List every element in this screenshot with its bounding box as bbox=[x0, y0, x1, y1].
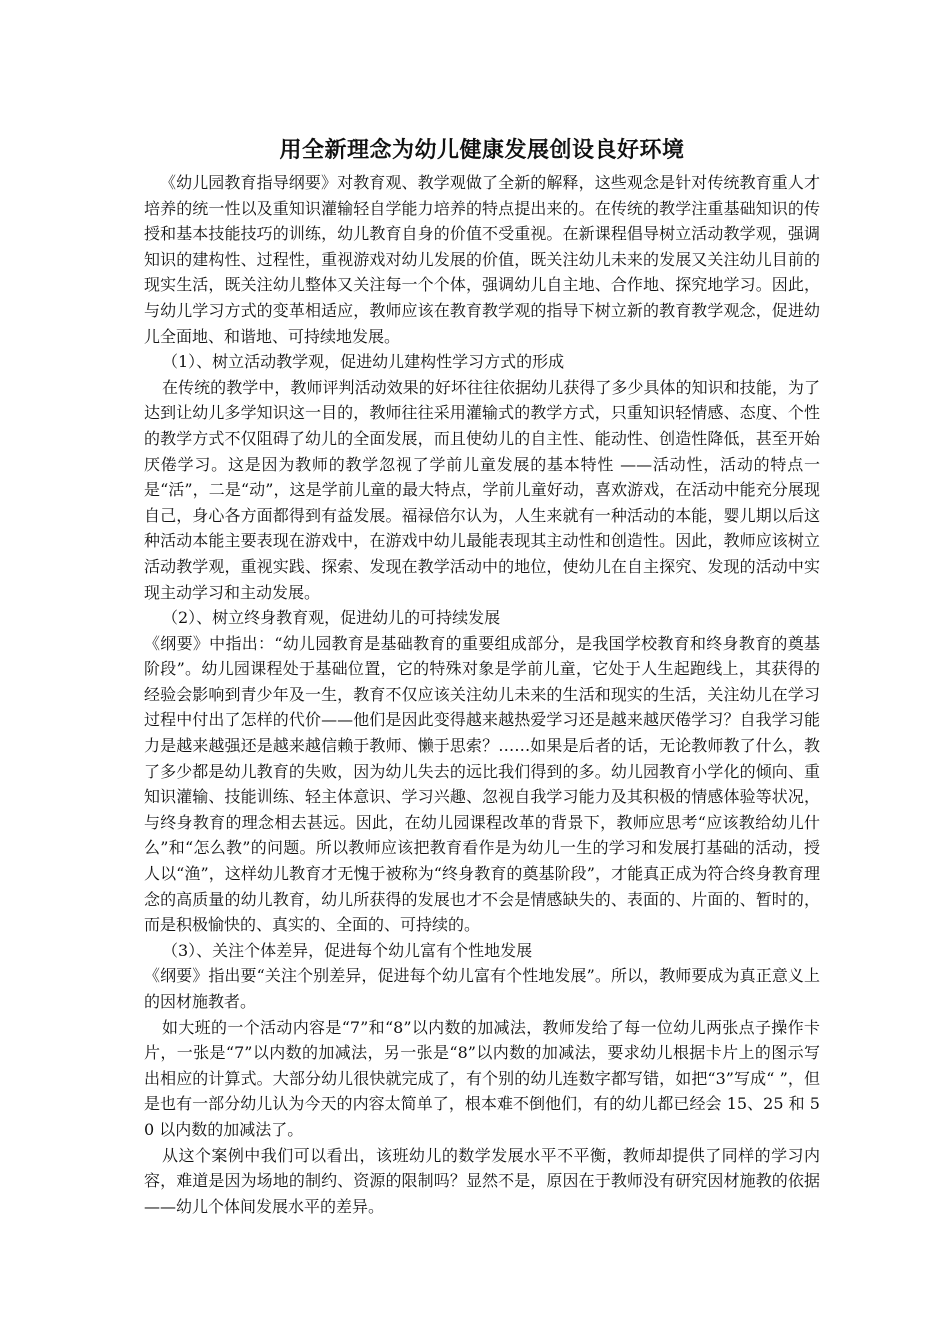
intro-paragraph: 《幼儿园教育指导纲要》对教育观、教学观做了全新的解释，这些观念是针对传统教育重人才培养的统一性以及重知识灌输轻自学能力培养的特点提出来的。在传统的教学注重基础知识的传授和基本技能技巧的训练，幼儿教育自身的价值不受重视。在新课程倡导树立活动教学观，强调知识的建构性、过程性，重视游戏对幼儿发展的价值，既关注幼儿未来的发展又关注幼儿目前的现实生活，既关注幼儿整体又关注每一个个体，强调幼儿自主地、合作地、探究地学习。因此，与幼儿学习方式的变革相适应，教师应该在教育教学观的指导下树立新的教育教学观念，促进幼儿全面地、和谐地、可持续地发展。 bbox=[144, 173, 820, 346]
section-heading-1: （1）、树立活动教学观，促进幼儿建构性学习方式的形成 bbox=[162, 352, 565, 372]
example-paragraph: 如大班的一个活动内容是“7”和“8”以内数的加减法，教师发给了每一位幼儿两张点子操作卡片，一张是“7”以内数的加减法，另一张是“8”以内数的加减法，要求幼儿根据卡片上的图示写出相应的计算式。大部分幼儿很快就完成了，有个别的幼儿连数字都写错，如把“3”写成“ ”，但是也有一部分幼儿认为今天的内容太简单了，根本难不倒他们，有的幼儿都已经会 15、25 和 50 以内数的加减法了。 bbox=[144, 1017, 820, 1139]
section-3-paragraph: 《纲要》指出要“关注个别差异，促进每个幼儿富有个性地发展”。所以，教师要成为真正意义上的因材施教者。 bbox=[144, 966, 820, 1011]
document-body bbox=[144, 134, 820, 1219]
document-title: 用全新理念为幼儿健康发展创设良好环境 bbox=[279, 138, 685, 163]
section-1-paragraph: 在传统的教学中，教师评判活动效果的好坏往往依据幼儿获得了多少具体的知识和技能，为了达到让幼儿多学知识这一目的，教师往往采用灌输式的教学方式，只重知识轻情感、态度、个性的教学方式不仅阻碍了幼儿的全面发展，而且使幼儿的自主性、能动性、创造性降低，甚至开始厌倦学习。这是因为教师的教学忽视了学前儿童发展的基本特性 ——活动性，活动的特点一是“活”，二是“动”，这是学前儿童的最大特点，学前儿童好动，喜欢游戏，在活动中能充分展现自己，身心各方面都得到有益发展。福禄倍尔认为，人生来就有一种活动的本能，婴儿期以后这种活动本能主要表现在游戏中，在游戏中幼儿最能表现其主动性和创造性。因此，教师应该树立活动教学观，重视实践、探索、发现在教学活动中的地位，使幼儿在自主探究、发现的活动中实现主动学习和主动发展。 bbox=[144, 377, 820, 602]
section-heading-2: （2）、树立终身教育观，促进幼儿的可持续发展 bbox=[162, 608, 501, 628]
section-heading-3: （3）、关注个体差异，促进每个幼儿富有个性地发展 bbox=[162, 940, 533, 960]
section-2-paragraph: 《纲要》中指出：“幼儿园教育是基础教育的重要组成部分，是我国学校教育和终身教育的奠基阶段”。幼儿园课程处于基础位置，它的特殊对象是学前儿童，它处于人生起跑线上，其获得的经验会影响到青少年及一生，教育不仅应该关注幼儿未来的生活和现实的生活，关注幼儿在学习过程中付出了怎样的代价——他们是因此变得越来越热爱学习还是越来越厌倦学习？自我学习能力是越来越强还是越来越信赖于教师、懒于思索？……如果是后者的话，无论教师教了什么，教了多少都是幼儿教育的失败，因为幼儿失去的远比我们得到的多。幼儿园教育小学化的倾向、重知识灌输、技能训练、轻主体意识、学习兴趣、忽视自我学习能力及其积极的情感体验等状况，与终身教育的理念相去甚远。因此，在幼儿园课程改革的背景下，教师应思考“应该教给幼儿什么”和“怎么教”的问题。所以教师应该把教育看作是为幼儿一生的学习和发展打基础的活动，授人以“渔”，这样幼儿教育才无愧于被称为“终身教育的奠基阶段”，才能真正成为符合终身教育理念的高质量的幼儿教育，幼儿所获得的发展也才不会是情感缺失的、表面的、片面的、暂时的，而是积极愉快的、真实的、全面的、可持续的。 bbox=[144, 633, 820, 935]
conclusion-paragraph: 从这个案例中我们可以看出，该班幼儿的数学发展水平不平衡，教师却提供了同样的学习内容，难道是因为场地的制约、资源的限制吗？显然不是，原因在于教师没有研究因材施教的依据——幼儿个体间发展水平的差异。 bbox=[144, 1145, 820, 1216]
